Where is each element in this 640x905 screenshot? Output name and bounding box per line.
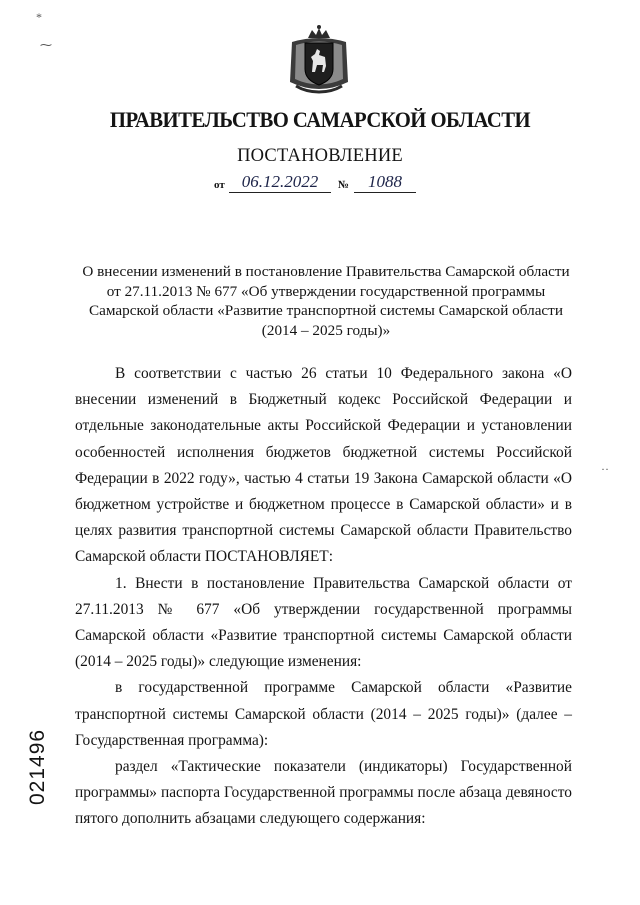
document-subject: О внесении изменений в постановление Правительства Самарской области от 27.11.2013 № 677 «Об утверждении государственной программы Самарской области «Развитие транспортной системы Самарской области (2014 – 2025 годы)» [82, 263, 570, 339]
side-stamp-number: 021496 [26, 728, 49, 805]
document-type: ПОСТАНОВЛЕНИЕ [237, 146, 403, 166]
body-paragraph: раздел «Тактические показатели (индикаторы) Государственной программы» паспорта Государственной программы после абзаца девяносто пятого дополнить абзацами следующего содержания: [75, 758, 572, 828]
body-paragraph: В соответствии с частью 26 статьи 10 Федерального закона «О внесении изменений в Бюджетный кодекс Российской Федерации и отдельные законодательные акты Российской Федерации и установлении особенностей исполнения бюджетов бюджетной системы Российской Федерации в 2022 году», частью 4 статьи 19 Закона Самарской области «О бюджетном устройстве и бюджетном процессе в Самарской области» и в целях развития транспортной системы Самарской области Правительство Самарской области ПОСТАНОВЛЯЕТ: [75, 365, 572, 566]
document-meta [0, 174, 640, 196]
document-number: 1088 [354, 172, 416, 193]
organization-title: ПРАВИТЕЛЬСТВО САМАРСКОЙ ОБЛАСТИ [109, 107, 531, 132]
body-paragraph: в государственной программе Самарской области «Развитие транспортной системы Самарской области (2014 – 2025 годы)» (далее – Государственная программа): [75, 679, 572, 749]
number-label: № [338, 179, 350, 191]
date-label: от [214, 179, 225, 191]
body-paragraph: 1. Внести в постановление Правительства Самарской области от 27.11.2013 № 677 «Об утверждении государственной программы Самарской области «Развитие транспортной системы Самарской области (2014 – 2025 годы)» следующие изменения: [75, 574, 572, 671]
margin-mark: ·· [601, 462, 609, 476]
corner-mark: ⁓ [40, 38, 52, 52]
corner-mark: * [36, 10, 42, 24]
coat-of-arms-icon [286, 24, 352, 98]
document-body [75, 361, 572, 833]
document-date: 06.12.2022 [229, 172, 331, 193]
